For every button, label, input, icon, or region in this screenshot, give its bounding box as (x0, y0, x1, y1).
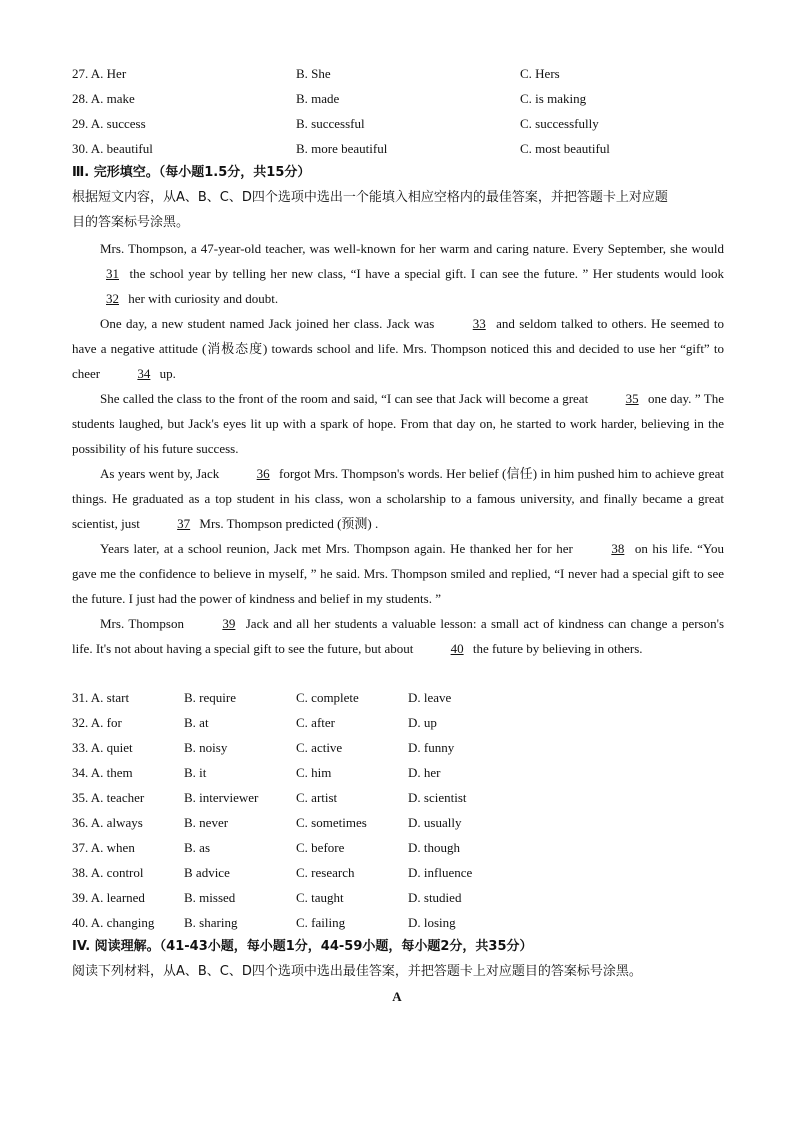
option-35-d: D. scientist (408, 790, 467, 805)
passage-paragraph-4 (72, 461, 724, 536)
option-30-a: 30. A. beautiful (72, 141, 153, 156)
option-39-b: B. missed (184, 890, 236, 905)
section-4-instruction: 阅读下列材料，从A、B、C、D四个选项中选出最佳答案，并把答题卡上对应题目的答案标号涂黑。 (72, 964, 642, 979)
blank-36: 36 (256, 466, 270, 481)
passage-text: the future by believing in others. (472, 641, 643, 656)
passage-paragraph-1 (72, 236, 724, 311)
option-34-b: B. it (184, 765, 207, 780)
option-29-a: 29. A. success (72, 116, 146, 131)
option-37-c: C. before (296, 840, 345, 855)
option-40-a: 40. A. changing (72, 915, 155, 930)
passage-text: up. (159, 366, 176, 381)
passage-text: her with curiosity and doubt. (128, 291, 279, 306)
option-29-b: B. successful (296, 116, 365, 131)
blank-37: 37 (177, 516, 191, 531)
option-36-b: B. never (184, 815, 229, 830)
part-label: A (392, 989, 402, 1004)
section-3-heading: Ⅲ. 完形填空。（每小题1.5分，共15分） (72, 165, 311, 180)
option-39-d: D. studied (408, 890, 462, 905)
option-35-c: C. artist (296, 790, 338, 805)
option-31-b: B. require (184, 690, 236, 705)
passage-text: Mrs. Thompson (100, 616, 184, 631)
passage-paragraph-3 (72, 386, 724, 461)
passage-text: Years later, at a school reunion, Jack met Mrs. Thompson again. He thanked her for her (100, 541, 573, 556)
blank-32: 32 (106, 291, 119, 306)
option-40-d: D. losing (408, 915, 456, 930)
option-33-d: D. funny (408, 740, 455, 755)
passage-text: One day, a new student named Jack joined her class. Jack was (100, 316, 435, 331)
passage-text: Mrs. Thompson predicted (预测) . (199, 516, 379, 531)
option-38-a: 38. A. control (72, 865, 144, 880)
blank-38: 38 (611, 541, 625, 556)
passage-text: Mrs. Thompson, a 47-year-old teacher, was well-known for her warm and caring nature. Every September, she would (100, 241, 724, 256)
passage-text: the school year by telling her new class, “I have a special gift. I can see the future. ” Her students would look (129, 266, 724, 281)
option-28-b: B. made (296, 91, 340, 106)
option-28-a: 28. A. make (72, 91, 135, 106)
option-36-a: 36. A. always (72, 815, 143, 830)
option-40-b: B. sharing (184, 915, 238, 930)
passage-paragraph-5 (72, 536, 724, 611)
passage-text: one day. ” The students laughed, but Jack's eyes lit up with a spark of hope. From that day on, he started to work harder, believing in the possibility of his future success. (72, 391, 724, 456)
option-27-c: C. Hers (520, 66, 560, 81)
cloze-passage (72, 236, 724, 661)
option-33-b: B. noisy (184, 740, 228, 755)
option-38-c: C. research (296, 865, 355, 880)
option-32-c: C. after (296, 715, 335, 730)
blank-39: 39 (222, 616, 236, 631)
option-34-a: 34. A. them (72, 765, 133, 780)
option-29-c: C. successfully (520, 116, 599, 131)
blank-40: 40 (450, 641, 464, 656)
option-38-d: D. influence (408, 865, 473, 880)
option-35-b: B. interviewer (184, 790, 259, 805)
blank-31: 31 (106, 266, 119, 281)
option-37-d: D. though (408, 840, 460, 855)
blank-33: 33 (472, 316, 486, 331)
option-34-d: D. her (408, 765, 441, 780)
option-35-a: 35. A. teacher (72, 790, 145, 805)
passage-text: on his life. “You gave me the confidence to believe in myself, ” he said. Mrs. Thompson smiled and replied, “I never had a special gift to see the future. I just had the power of kindness and belief in my students. ” (72, 541, 724, 606)
option-27-a: 27. A. Her (72, 66, 127, 81)
passage-paragraph-2 (72, 311, 724, 386)
blank-35: 35 (625, 391, 639, 406)
passage-text: She called the class to the front of the room and said, “I can see that Jack will become a great (100, 391, 589, 406)
option-37-b: B. as (184, 840, 210, 855)
option-38-b: B advice (184, 865, 230, 880)
option-31-d: D. leave (408, 690, 452, 705)
option-37-a: 37. A. when (72, 840, 135, 855)
option-36-c: C. sometimes (296, 815, 367, 830)
option-31-c: C. complete (296, 690, 359, 705)
option-28-c: C. is making (520, 91, 587, 106)
option-32-d: D. up (408, 715, 437, 730)
section-3-instruction-cont: 目的答案标号涂黑。 (72, 215, 190, 230)
option-30-b: B. more beautiful (296, 141, 388, 156)
section-4-heading: IV. 阅读理解。（41-43小题，每小题1分，44-59小题，每小题2分，共35分） (72, 939, 533, 954)
option-39-c: C. taught (296, 890, 344, 905)
passage-text: Jack and all her students a valuable lesson: a small act of kindness can change a person's life. It's not about having a special gift to see the future, but about (72, 616, 725, 656)
passage-paragraph-6 (72, 611, 724, 661)
blank-34: 34 (137, 366, 151, 381)
option-30-c: C. most beautiful (520, 141, 610, 156)
option-34-c: C. him (296, 765, 332, 780)
option-39-a: 39. A. learned (72, 890, 145, 905)
passage-text: forgot Mrs. Thompson's words. Her belief (信任) in him pushed him to achieve great things. He graduated as a top student in his class, won a scholarship to a famous university, and finally became a great scientist, just (72, 466, 725, 531)
passage-text: As years went by, Jack (100, 466, 220, 481)
section-3-instruction: 根据短文内容，从A、B、C、D四个选项中选出一个能填入相应空格内的最佳答案，并把答题卡上对应题 (72, 190, 668, 205)
option-36-d: D. usually (408, 815, 462, 830)
option-33-c: C. active (296, 740, 343, 755)
passage-text: and seldom talked to others. He seemed to have a negative attitude (消极态度) towards school and life. Mrs. Thompson noticed this and decided to use her “gift” to cheer (72, 316, 725, 381)
option-40-c: C. failing (296, 915, 346, 930)
option-32-a: 32. A. for (72, 715, 122, 730)
option-33-a: 33. A. quiet (72, 740, 133, 755)
option-32-b: B. at (184, 715, 209, 730)
option-27-b: B. She (296, 66, 331, 81)
option-31-a: 31. A. start (72, 690, 130, 705)
